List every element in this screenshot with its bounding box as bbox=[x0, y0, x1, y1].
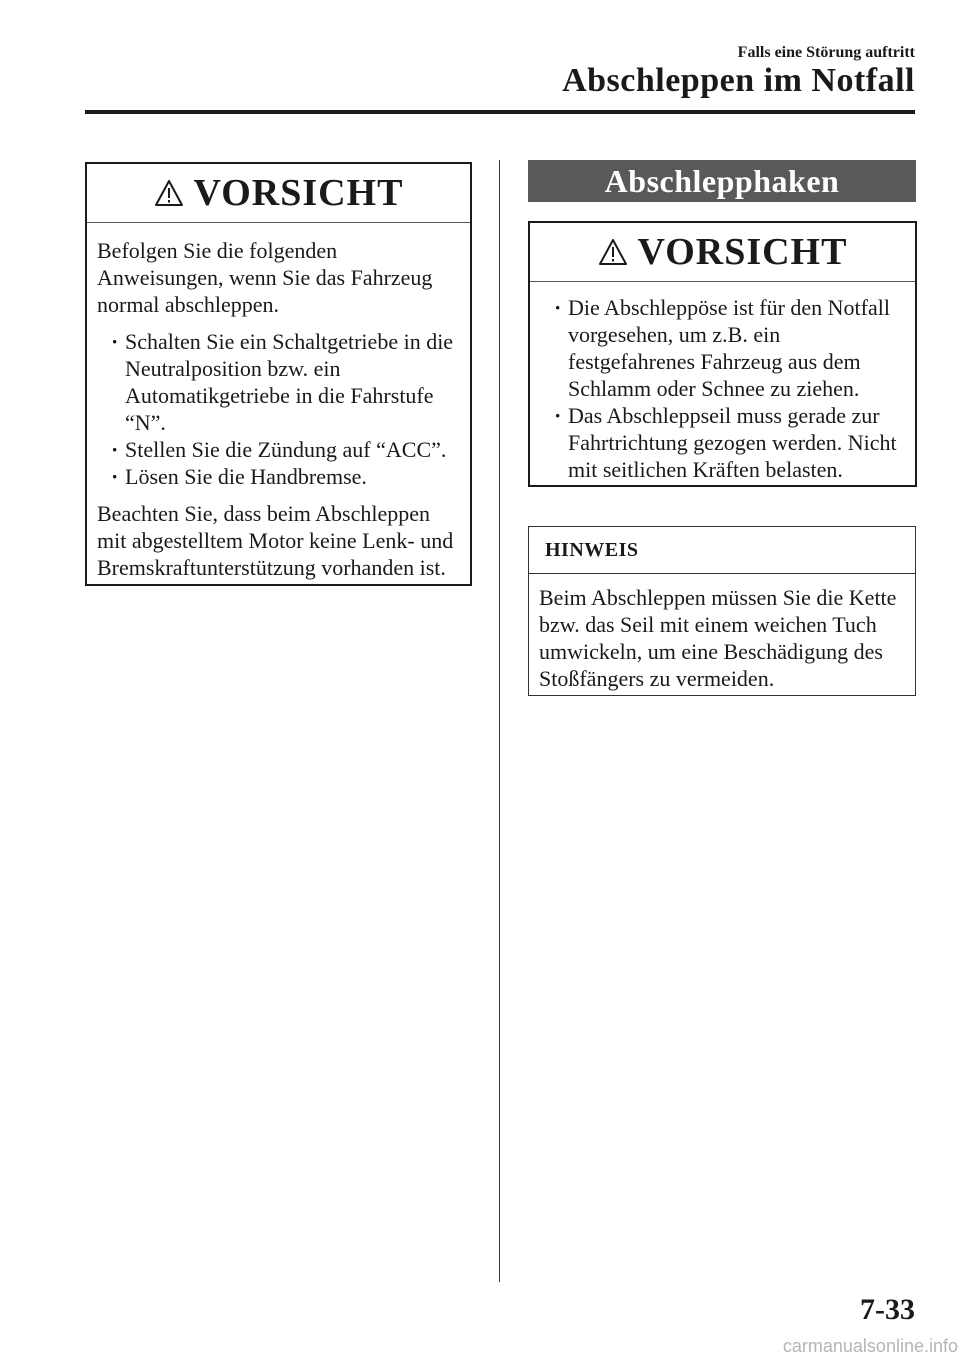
warning-triangle-icon bbox=[598, 238, 628, 266]
warning-triangle-icon bbox=[154, 179, 184, 207]
note-box bbox=[528, 526, 916, 696]
caution-title: VORSICHT bbox=[193, 172, 404, 214]
chapter-subtitle: Falls eine Störung auftritt bbox=[737, 44, 915, 61]
note-title: HINWEIS bbox=[529, 527, 915, 574]
caution-box-right bbox=[528, 221, 917, 487]
caution-header bbox=[87, 164, 470, 223]
header-rule bbox=[85, 110, 915, 114]
caution-body bbox=[87, 223, 470, 593]
watermark: carmanualsonline.info bbox=[782, 1336, 958, 1356]
caution-header bbox=[530, 223, 915, 282]
caution-bullet: · Lösen Sie die Handbremse. bbox=[97, 463, 460, 490]
section-heading: Abschlepphaken bbox=[528, 160, 916, 202]
caution-box-left bbox=[85, 162, 472, 586]
caution-body bbox=[530, 282, 915, 495]
caution-bullet: · Die Abschleppöse ist für den Notfall vorgesehen, um z.B. ein festgefahrenes Fahrzeug aus dem Schlamm oder Schnee zu ziehen. bbox=[540, 294, 905, 402]
caution-bullet-list bbox=[540, 294, 905, 483]
column-divider bbox=[499, 160, 500, 1282]
caution-intro: Befolgen Sie die folgenden Anweisungen, wenn Sie das Fahrzeug normal abschleppen. bbox=[97, 238, 433, 317]
caution-bullet: · Schalten Sie ein Schaltgetriebe in die Neutralposition bzw. ein Automatikgetriebe in die Fahrstufe “N”. bbox=[97, 328, 460, 436]
caution-bullet: · Das Abschleppseil muss gerade zur Fahrtrichtung gezogen werden. Nicht mit seitlichen Kräften belasten. bbox=[540, 402, 905, 483]
caution-bullet-list bbox=[97, 328, 460, 490]
caution-bullet: · Stellen Sie die Zündung auf “ACC”. bbox=[97, 436, 460, 463]
page-title: Abschleppen im Notfall bbox=[562, 62, 915, 99]
note-text: Beim Abschleppen müssen Sie die Kette bzw. das Seil mit einem weichen Tuch umwickeln, um eine Beschädigung des Stoßfängers zu vermeiden. bbox=[539, 585, 897, 691]
caution-title: VORSICHT bbox=[637, 231, 848, 273]
page-number: 7-33 bbox=[860, 1293, 915, 1326]
caution-outro: Beachten Sie, dass beim Abschleppen mit abgestelltem Motor keine Lenk- und Bremskraftunterstützung vorhanden ist. bbox=[97, 501, 454, 580]
